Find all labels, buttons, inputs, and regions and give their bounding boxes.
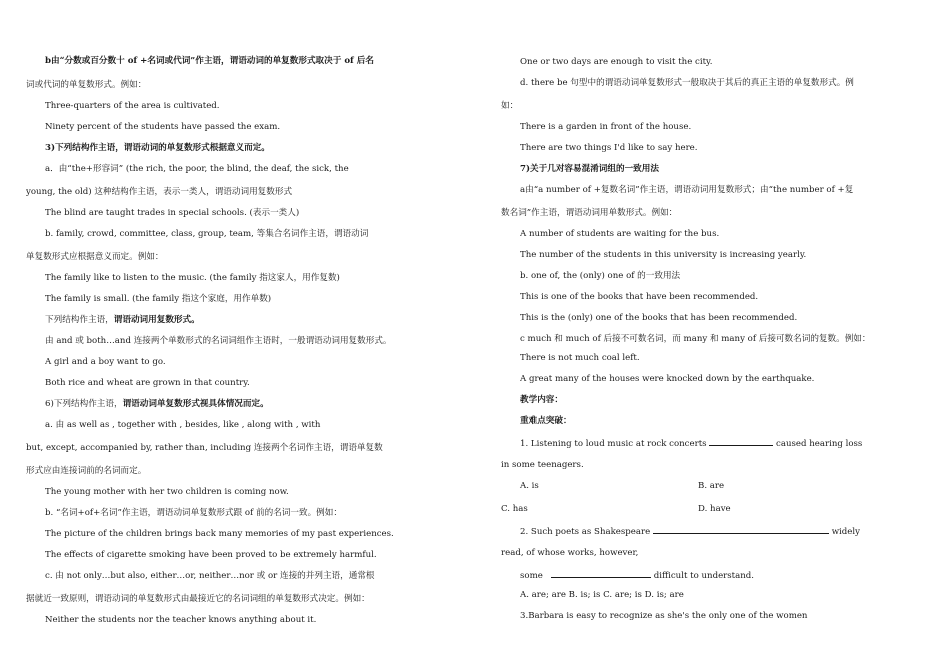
example-sentence: The family is small. (the family 指这个家庭，用作单数) [45,294,272,304]
bold-span: 谓语动词用复数形式。 [113,315,200,325]
question-text: difficult to understand. [653,571,755,581]
option-b: B. are [698,481,725,491]
example-sentence: A number of students are waiting for the bus. [520,229,720,239]
question-1 [520,436,899,450]
example-sentence: The family like to listen to the music. (the family 指这家人，用作复数) [45,273,340,283]
text-line: but, except, accompanied by, rather than, including 连接两个名词作主语，谓语单复数 [26,443,383,453]
question-2 [520,524,899,538]
text-line: d. there be 句型中的谓语动词单复数形式一般取决于其后的真正主语的单复数形式。例 [520,78,854,88]
question-text: widely [831,527,860,537]
text-line: b. “名词+of+名词”作主语，谓语动词单复数形式跟 of 前的名词一致。例如： [45,508,342,518]
text-line: b由“分数或百分数十 of +名词或代词”作主语，谓语动词的单复数形式取决于 of 后名 [45,56,374,66]
text-line: a. 由 as well as , together with , besides, like , along with , with [45,420,321,430]
section-heading: 3)下列结构作主语，谓语动词的单复数形式根据意义而定。 [45,143,270,153]
option-d: D. have [698,504,731,514]
text-line: 单复数形式应根据意义而定。例如： [26,252,164,262]
example-sentence: Both rice and wheat are grown in that country. [45,378,250,388]
section-heading: 重难点突破： [520,416,572,426]
text-line: 形式应由连接词前的名词而定。 [26,466,147,476]
text-line [45,314,426,326]
example-sentence: A great many of the houses were knocked down by the earthquake. [520,374,815,384]
example-sentence: Neither the students nor the teacher knows anything about it. [45,615,317,625]
text-line: 词或代词的单复数形式。例如： [26,80,147,90]
example-sentence: A girl and a boy want to go. [45,357,166,367]
text-line: 如： [501,101,519,111]
example-sentence: This is one of the books that have been recommended. [520,292,759,302]
question-text: some [520,571,543,581]
example-sentence: There is a garden in front of the house. [520,122,692,132]
option-a: A. is [520,481,539,491]
example-sentence: The blind are taught trades in special schools. (表示一类人) [45,208,300,218]
text-line: read, of whose works, however, [501,548,639,558]
question-text: 2. Such poets as Shakespeare [520,527,651,537]
text-line: a由“a number of +复数名词”作主语，谓语动词用复数形式；由“the number of +复 [520,185,854,195]
option-c: C. has [501,504,528,514]
text-span: 6)下列结构作主语， [45,399,123,409]
text-line: a．由“the+形容词” (the rich, the poor, the blind, the deaf, the sick, the [45,164,349,174]
text-line: 由 and 或 both…and 连接两个单数形式的名词词组作主语时，一般谓语动词用复数形式。 [45,336,392,346]
text-line: 据就近一致原则，谓语动词的单复数形式由最接近它的名词词组的单复数形式决定。例如： [26,594,370,604]
answer-blank [551,568,651,578]
text-line: c. 由 not only…but also, either…or, neither…nor 或 or 连接的并列主语，通常根 [45,571,375,581]
text-line [520,568,899,582]
question-text: caused hearing loss [776,439,863,449]
options-line: A. are; are B. is; is C. are; is D. is; are [520,590,684,600]
section-heading: 教学内容： [520,395,563,405]
text-line [45,398,426,410]
example-sentence: There is not much coal left. [520,353,640,363]
section-heading: 7)关于几对容易混淆词组的一致用法 [520,164,659,174]
answer-blank [709,436,773,446]
example-sentence: The effects of cigarette smoking have been proved to be extremely harmful. [45,550,377,560]
text-line: c much 和 much of 后接不可数名词，而 many 和 many of 后接可数名词的复数。例如： [520,334,871,344]
text-span: 下列结构作主语， [45,315,114,325]
example-sentence: The young mother with her two children is coming now. [45,487,289,497]
text-line: young, the old) 这种结构作主语，表示一类人，谓语动词用复数形式 [26,187,293,197]
example-sentence: This is the (only) one of the books that has been recommended. [520,313,798,323]
example-sentence: The number of the students in this university is increasing yearly. [520,250,807,260]
question-3: 3.Barbara is easy to recognize as she's the only one of the women [520,611,808,621]
example-sentence: Three-quarters of the area is cultivated. [45,101,220,111]
text-line: in some teenagers. [501,460,584,470]
text-line: b. one of, the (only) one of 的一致用法 [520,271,681,281]
text-line: 数名词”作主语，谓语动词用单数形式。例如： [501,208,678,218]
bold-span: 谓语动词单复数形式视具体情况而定。 [122,399,269,409]
question-text: 1. Listening to loud music at rock concerts [520,439,707,449]
example-sentence: The picture of the children brings back many memories of my past experiences. [45,529,394,539]
text-line: b. family, crowd, committee, class, group, team, 等集合名词作主语，谓语动词 [45,229,369,239]
example-sentence: Ninety percent of the students have passed the exam. [45,122,281,132]
example-sentence: One or two days are enough to visit the city. [520,57,713,67]
example-sentence: There are two things I'd like to say here. [520,143,698,153]
answer-blank [653,524,829,534]
